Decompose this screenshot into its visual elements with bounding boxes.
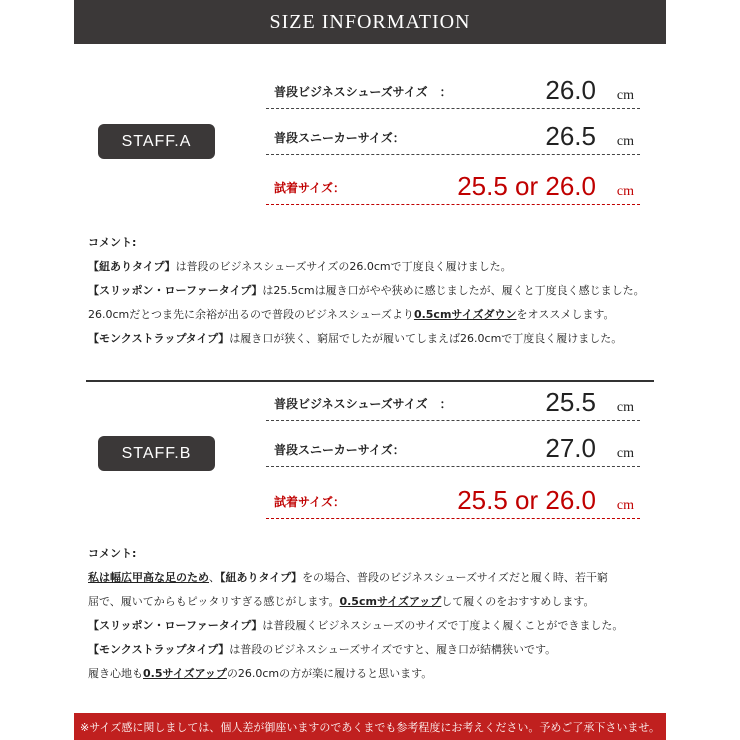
disclaimer-text: ※サイズ感に関しましては、個人差が御座いますのであくまでも参考程度にお考えください。予めご了承下さいませ。 [79, 720, 660, 734]
size-unit: cm [616, 184, 634, 199]
staff-b-comments [88, 542, 623, 686]
size-value: 26.5 [545, 121, 596, 151]
staff-b-badge: STAFF.B [98, 436, 215, 471]
staff-a-sneaker-size-row [266, 110, 640, 155]
comment-line: 履き心地も0.5サイズアップの26.0cmの方が楽に履けると思います。 [88, 667, 433, 680]
comment-line: 私は幅広甲高な足のため、【紐ありタイプ】をの場合、普段のビジネスシューズサイズだと履く時、若干窮 [88, 571, 608, 584]
size-label: 試着サイズ： [274, 181, 346, 195]
comment-line: 【モンクストラップタイプ】は普段のビジネスシューズサイズですと、履き口が結構狭いです。 [88, 643, 557, 656]
size-label: 普段ビジネスシューズサイズ ： [274, 85, 452, 99]
staff-b-business-size-row [266, 376, 640, 421]
staff-b-sneaker-size-row [266, 422, 640, 467]
size-value: 27.0 [545, 433, 596, 463]
comment-line: 【スリッポン・ローファータイプ】は25.5cmは履き口がやや狭めに感じましたが、履くと丁度良く感じました。 [88, 284, 645, 297]
comment-line: 26.0cmだとつま先に余裕が出るので普段のビジネスシューズより0.5cmサイズダウンをオススメします。 [88, 308, 615, 321]
size-label: 普段スニーカーサイズ： [274, 131, 405, 145]
comment-line: 【紐ありタイプ】は普段のビジネスシューズサイズの26.0cmで丁度良く履けました。 [88, 260, 512, 273]
size-label: 試着サイズ： [274, 495, 346, 509]
size-value: 26.0 [545, 75, 596, 105]
comment-line: 【スリッポン・ローファータイプ】は普段履くビジネスシューズのサイズで丁度よく履くことができました。 [88, 619, 624, 632]
comment-line: 【モンクストラップタイプ】は履き口が狭く、窮屈でしたが履いてしまえば26.0cmで丁度良く履けました。 [88, 332, 623, 345]
size-value: 25.5 or 26.0 [457, 485, 596, 515]
size-value: 25.5 or 26.0 [457, 171, 596, 201]
section-header [74, 0, 666, 44]
staff-b-trial-size-row [266, 474, 640, 519]
size-label: 普段ビジネスシューズサイズ ： [274, 397, 452, 411]
disclaimer-banner [74, 713, 666, 740]
size-unit: cm [616, 446, 634, 461]
staff-a-badge: STAFF.A [98, 124, 215, 159]
size-value: 25.5 [545, 387, 596, 417]
staff-a-business-size-row [266, 64, 640, 109]
size-unit: cm [616, 498, 634, 513]
comment-line: 屈で、履いてからもピッタリすぎる感じがします。0.5cmサイズアップして履くのをおすすめします。 [88, 595, 595, 608]
size-unit: cm [616, 134, 634, 149]
comment-title: コメント: [88, 236, 137, 249]
size-label: 普段スニーカーサイズ： [274, 443, 405, 457]
comment-title: コメント: [88, 547, 137, 560]
size-unit: cm [616, 400, 634, 415]
size-unit: cm [616, 88, 634, 103]
staff-a-comments [88, 231, 645, 351]
section-title: SIZE INFORMATION [269, 10, 471, 33]
staff-a-trial-size-row [266, 160, 640, 205]
